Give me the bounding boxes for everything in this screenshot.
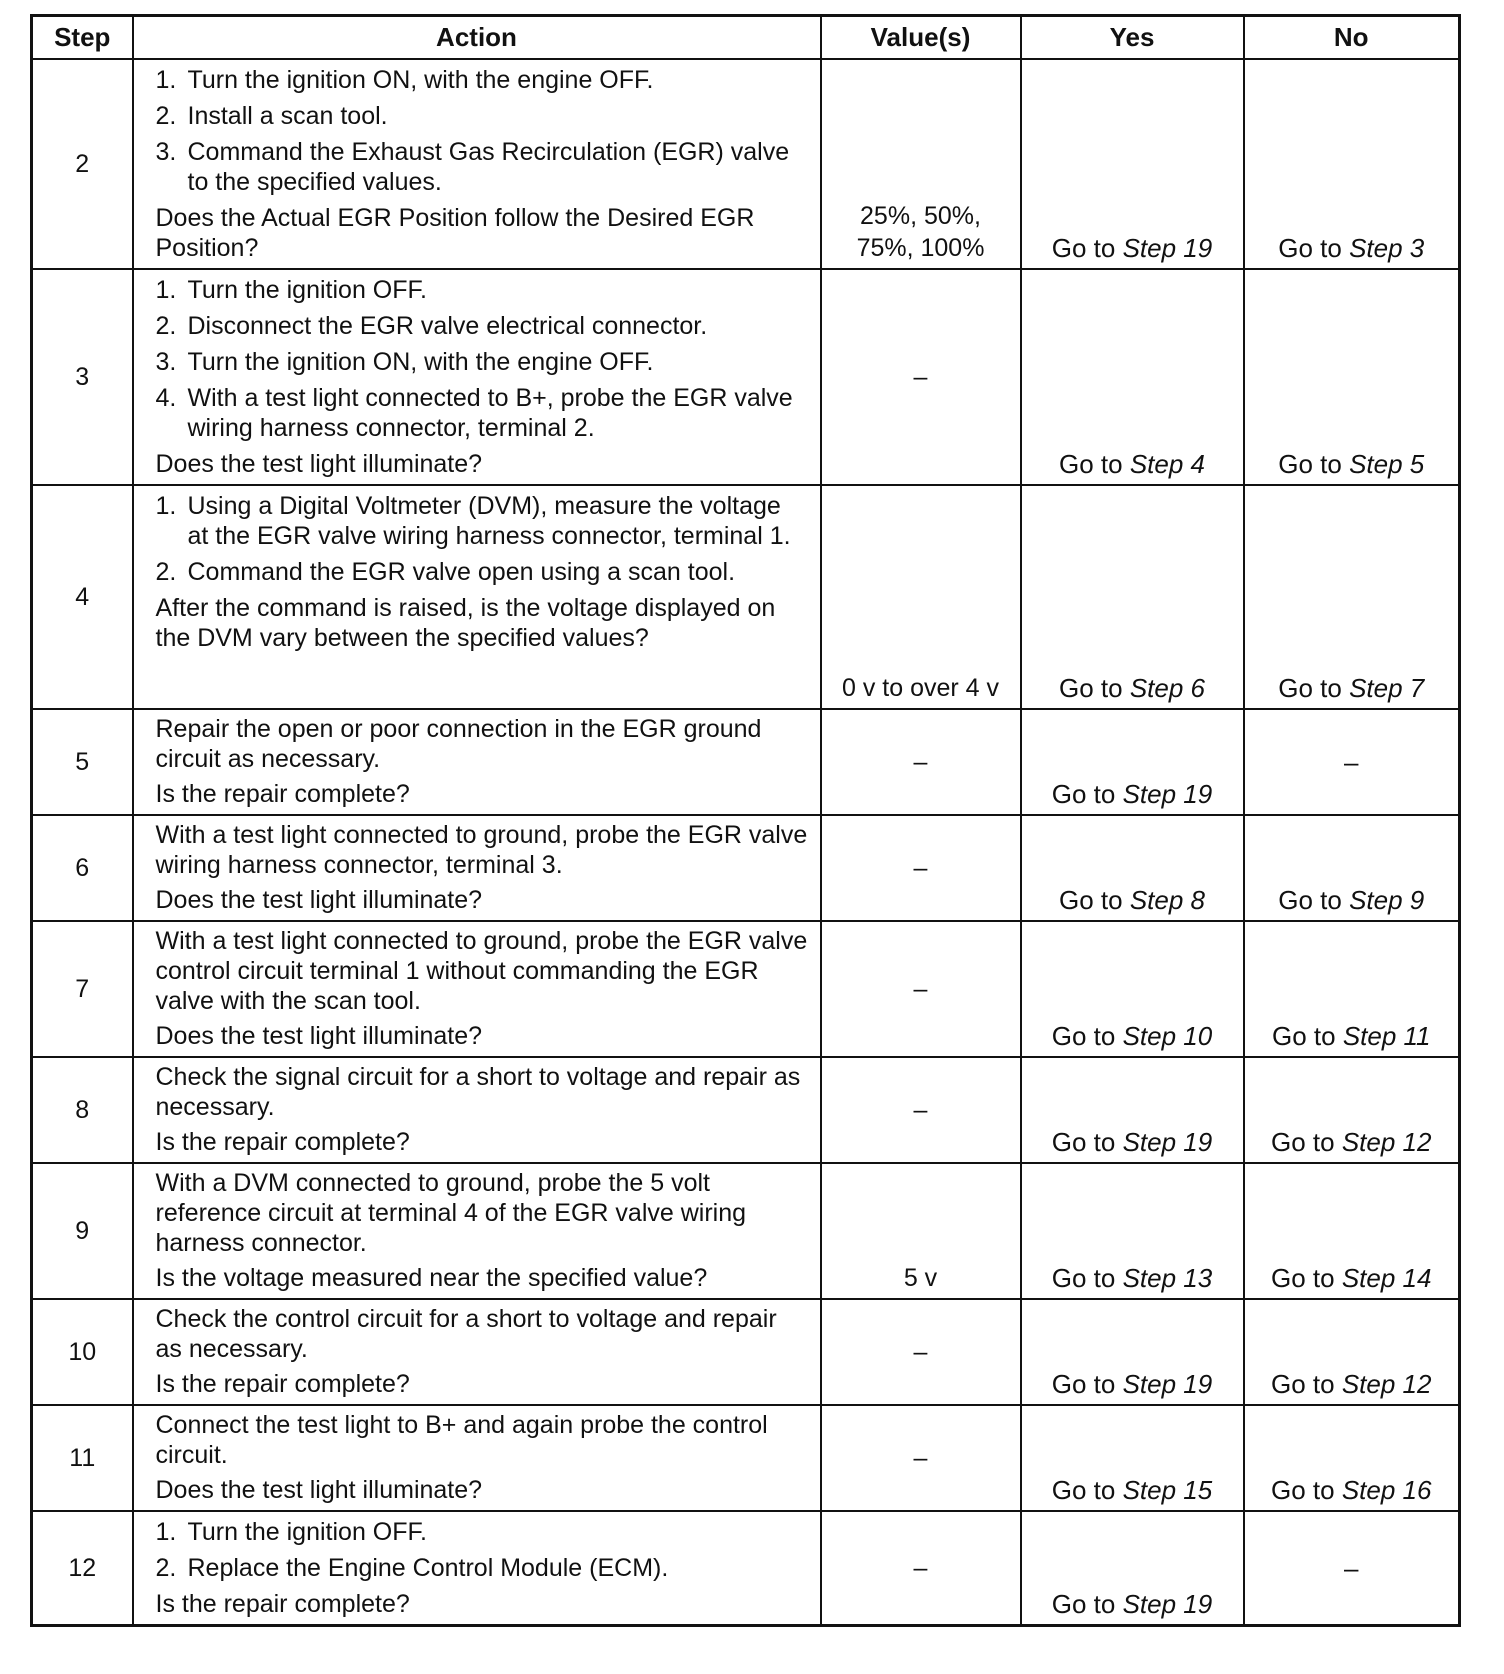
table-row: [32, 709, 1460, 815]
value-line: –: [913, 363, 928, 391]
yes-step-ref: Step 19: [1122, 1589, 1213, 1619]
action-question: Is the repair complete?: [155, 1590, 410, 1618]
yes-step-ref: Step 8: [1129, 885, 1205, 915]
diagnostic-table: [30, 14, 1461, 1627]
item-text: Turn the ignition ON, with the engine OFF.: [187, 66, 654, 94]
no-cell: [1244, 815, 1460, 921]
action-question: After the command is raised, is the voltage displayed on the DVM vary between the specified values?: [155, 594, 776, 652]
action-paragraph: Check the control circuit for a short to voltage and repair as necessary.: [155, 1305, 777, 1363]
item-number: 2.: [155, 102, 177, 130]
action-cell: [133, 59, 821, 269]
action-question: Does the test light illuminate?: [155, 886, 483, 914]
go-to-label: Go to: [1278, 449, 1342, 479]
action-question: Does the test light illuminate?: [155, 1476, 483, 1504]
go-to-label: Go to: [1051, 779, 1116, 809]
action-step-item: [156, 1517, 808, 1547]
go-to-label: Go to: [1059, 885, 1123, 915]
action-cell: [133, 709, 821, 815]
value-line: 25%, 50%,: [860, 202, 981, 230]
value-cell: [821, 1511, 1021, 1626]
value-cell: [821, 1057, 1021, 1163]
value-cell: [821, 59, 1021, 269]
action-step-item: [156, 65, 808, 95]
no-cell: [1244, 1057, 1460, 1163]
header-no: No: [1244, 16, 1460, 60]
go-to-label: Go to: [1051, 1475, 1116, 1505]
item-number: 3.: [155, 348, 177, 376]
action-step-item: [156, 347, 808, 377]
yes-cell: [1021, 709, 1244, 815]
action-paragraph: Check the signal circuit for a short to voltage and repair as necessary.: [155, 1063, 801, 1121]
action-question: Is the repair complete?: [155, 780, 410, 808]
value-cell: [821, 269, 1021, 485]
value-cell: [821, 485, 1021, 709]
go-to-label: Go to: [1059, 673, 1123, 703]
item-text: Turn the ignition ON, with the engine OFF.: [187, 348, 654, 376]
no-step-ref: Step 11: [1342, 1021, 1431, 1051]
go-to-label: Go to: [1051, 1127, 1116, 1157]
action-paragraph: With a test light connected to ground, probe the EGR valve control circuit terminal 1 without commanding the EGR valve with the scan tool.: [155, 927, 808, 1015]
yes-cell: [1021, 269, 1244, 485]
step-number: 4: [32, 485, 133, 709]
item-text: Install a scan tool.: [187, 102, 388, 130]
action-step-item: [156, 557, 808, 587]
step-number: 3: [32, 269, 133, 485]
action-step-item: [156, 491, 808, 551]
action-paragraph: Repair the open or poor connection in the EGR ground circuit as necessary.: [155, 715, 762, 773]
value-line: –: [913, 1554, 928, 1582]
yes-cell: [1021, 1405, 1244, 1511]
step-number: 2: [32, 59, 133, 269]
action-cell: [133, 1511, 821, 1626]
go-to-label: Go to: [1271, 1021, 1336, 1051]
item-text: Turn the ignition OFF.: [187, 1518, 427, 1546]
item-text: With a test light connected to B+, probe the EGR valve wiring harness connector, terminal 2.: [187, 384, 793, 442]
table-row: [32, 1163, 1460, 1299]
go-to-label: Go to: [1051, 1021, 1116, 1051]
action-step-item: [156, 275, 808, 305]
action-question: Does the test light illuminate?: [155, 450, 483, 478]
item-text: Command the EGR valve open using a scan tool.: [187, 558, 736, 586]
action-step-item: [156, 311, 808, 341]
yes-step-ref: Step 6: [1129, 673, 1205, 703]
value-line: 75%, 100%: [856, 234, 985, 262]
action-step-item: [156, 1553, 808, 1583]
header-values: Value(s): [821, 16, 1021, 60]
value-line: –: [913, 1096, 928, 1124]
go-to-label: Go to: [1278, 673, 1342, 703]
value-line: –: [913, 854, 928, 882]
no-step-ref: Step 14: [1341, 1263, 1432, 1293]
yes-step-ref: Step 19: [1122, 1127, 1213, 1157]
yes-step-ref: Step 10: [1122, 1021, 1213, 1051]
action-step-item: [156, 101, 808, 131]
no-dash: –: [1344, 746, 1359, 777]
yes-cell: [1021, 1057, 1244, 1163]
step-number: 11: [32, 1405, 133, 1511]
step-number: 7: [32, 921, 133, 1057]
yes-cell: [1021, 1299, 1244, 1405]
yes-cell: [1021, 815, 1244, 921]
no-cell: [1244, 921, 1460, 1057]
no-step-ref: Step 5: [1349, 449, 1425, 479]
item-text: Replace the Engine Control Module (ECM).: [187, 1554, 669, 1582]
header-step: Step: [32, 16, 133, 60]
go-to-label: Go to: [1059, 449, 1123, 479]
action-question: Is the repair complete?: [155, 1128, 410, 1156]
yes-cell: [1021, 921, 1244, 1057]
yes-step-ref: Step 15: [1122, 1475, 1213, 1505]
action-question: Is the repair complete?: [155, 1370, 410, 1398]
no-cell: [1244, 269, 1460, 485]
value-cell: [821, 1405, 1021, 1511]
yes-step-ref: Step 19: [1122, 1369, 1213, 1399]
go-to-label: Go to: [1051, 1263, 1116, 1293]
no-cell: [1244, 1299, 1460, 1405]
action-cell: [133, 815, 821, 921]
item-number: 1.: [155, 492, 177, 520]
no-dash: –: [1344, 1552, 1359, 1583]
no-cell: [1244, 1405, 1460, 1511]
action-cell: [133, 269, 821, 485]
action-cell: [133, 485, 821, 709]
value-line: –: [913, 1444, 928, 1472]
step-number: 5: [32, 709, 133, 815]
action-question: Does the test light illuminate?: [155, 1022, 483, 1050]
value-line: 5 v: [903, 1264, 938, 1292]
item-number: 1.: [155, 66, 177, 94]
no-cell: [1244, 1511, 1460, 1626]
no-cell: [1244, 1163, 1460, 1299]
table-row: [32, 815, 1460, 921]
step-number: 6: [32, 815, 133, 921]
action-cell: [133, 1299, 821, 1405]
value-cell: [821, 709, 1021, 815]
no-step-ref: Step 3: [1349, 233, 1425, 263]
yes-cell: [1021, 59, 1244, 269]
header-action: Action: [133, 16, 821, 60]
no-cell: [1244, 59, 1460, 269]
yes-step-ref: Step 4: [1129, 449, 1205, 479]
action-question: Does the Actual EGR Position follow the Desired EGR Position?: [155, 204, 755, 262]
go-to-label: Go to: [1271, 1475, 1335, 1505]
action-cell: [133, 1163, 821, 1299]
no-step-ref: Step 12: [1341, 1369, 1432, 1399]
item-text: Disconnect the EGR valve electrical connector.: [187, 312, 708, 340]
item-text: Turn the ignition OFF.: [187, 276, 427, 304]
go-to-label: Go to: [1051, 1589, 1116, 1619]
step-number: 10: [32, 1299, 133, 1405]
no-step-ref: Step 16: [1341, 1475, 1432, 1505]
action-paragraph: Connect the test light to B+ and again probe the control circuit.: [155, 1411, 768, 1469]
no-step-ref: Step 12: [1341, 1127, 1432, 1157]
header-yes: Yes: [1021, 16, 1244, 60]
action-cell: [133, 1405, 821, 1511]
table-row: [32, 1511, 1460, 1626]
item-text: Using a Digital Voltmeter (DVM), measure the voltage at the EGR valve wiring harness connector, terminal 1.: [187, 492, 791, 550]
no-cell: [1244, 709, 1460, 815]
no-cell: [1244, 485, 1460, 709]
value-line: –: [913, 748, 928, 776]
action-step-item: [156, 383, 808, 443]
action-paragraph: With a DVM connected to ground, probe the 5 volt reference circuit at terminal 4 of the EGR valve wiring harness connector.: [155, 1169, 747, 1257]
value-line: –: [913, 1338, 928, 1366]
yes-step-ref: Step 13: [1122, 1263, 1213, 1293]
no-step-ref: Step 7: [1349, 673, 1425, 703]
action-cell: [133, 1057, 821, 1163]
value-cell: [821, 1299, 1021, 1405]
yes-step-ref: Step 19: [1122, 233, 1213, 263]
go-to-label: Go to: [1051, 233, 1116, 263]
yes-cell: [1021, 485, 1244, 709]
value-line: 0 v to over 4 v: [841, 674, 1000, 702]
yes-step-ref: Step 19: [1122, 779, 1213, 809]
action-question: Is the voltage measured near the specified value?: [155, 1264, 708, 1292]
go-to-label: Go to: [1271, 1369, 1335, 1399]
table-row: [32, 269, 1460, 485]
value-line: –: [913, 975, 928, 1003]
table-row: [32, 1405, 1460, 1511]
value-cell: [821, 1163, 1021, 1299]
value-cell: [821, 921, 1021, 1057]
table-row: [32, 921, 1460, 1057]
header-row: [32, 16, 1460, 60]
step-number: 9: [32, 1163, 133, 1299]
table-row: [32, 1057, 1460, 1163]
table-row: [32, 485, 1460, 709]
value-cell: [821, 815, 1021, 921]
yes-cell: [1021, 1511, 1244, 1626]
go-to-label: Go to: [1271, 1127, 1335, 1157]
item-number: 2.: [155, 558, 177, 586]
item-number: 2.: [155, 312, 177, 340]
action-step-item: [156, 137, 808, 197]
item-text: Command the Exhaust Gas Recirculation (EGR) valve to the specified values.: [187, 138, 790, 196]
action-cell: [133, 921, 821, 1057]
item-number: 2.: [155, 1554, 177, 1582]
go-to-label: Go to: [1051, 1369, 1116, 1399]
table-row: [32, 1299, 1460, 1405]
step-number: 12: [32, 1511, 133, 1626]
action-paragraph: With a test light connected to ground, probe the EGR valve wiring harness connector, terminal 3.: [155, 821, 808, 879]
item-number: 1.: [155, 1518, 177, 1546]
step-number: 8: [32, 1057, 133, 1163]
table-row: [32, 59, 1460, 269]
item-number: 1.: [155, 276, 177, 304]
go-to-label: Go to: [1278, 233, 1342, 263]
yes-cell: [1021, 1163, 1244, 1299]
go-to-label: Go to: [1278, 885, 1342, 915]
go-to-label: Go to: [1271, 1263, 1335, 1293]
no-step-ref: Step 9: [1349, 885, 1425, 915]
item-number: 3.: [155, 138, 177, 166]
item-number: 4.: [155, 384, 177, 412]
